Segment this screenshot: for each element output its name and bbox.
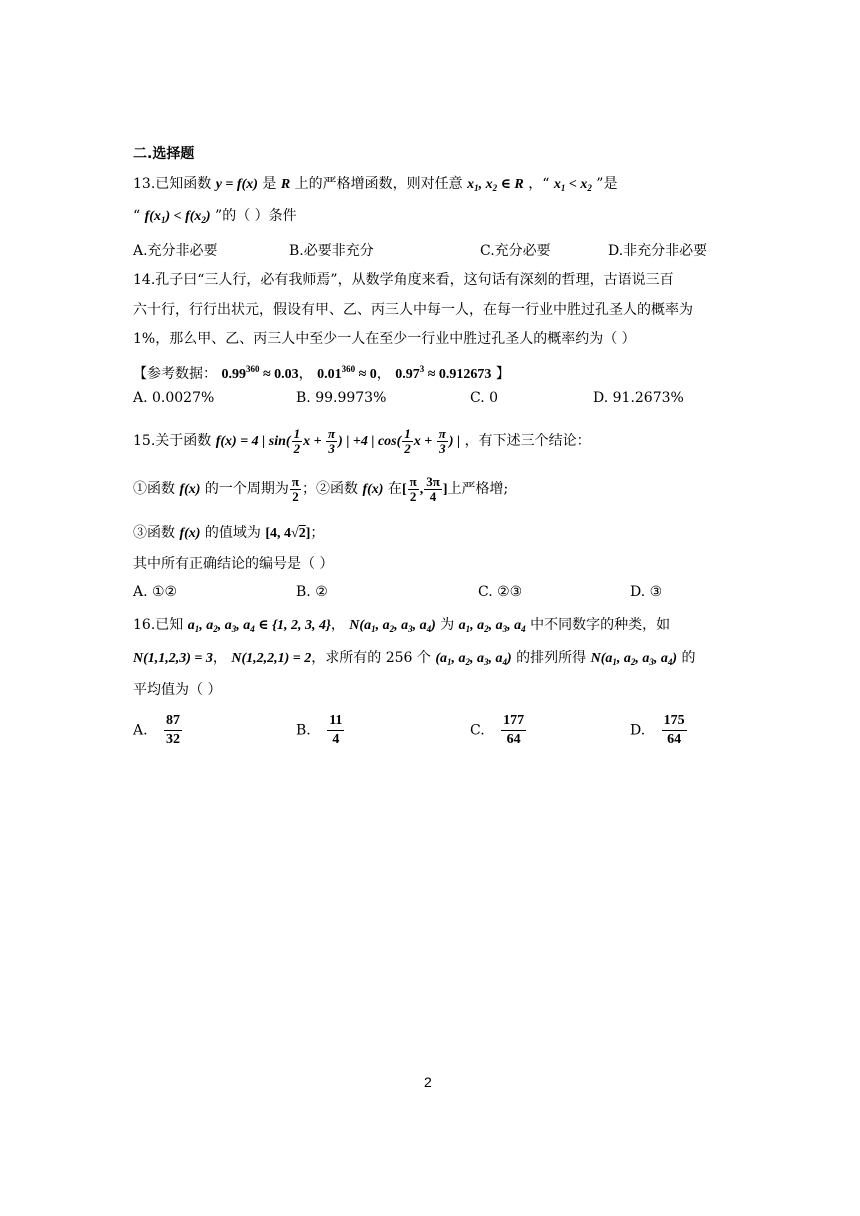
q16-set: $a_1$, $a_2$, $a_3$, $a_4$ ∈ {1, 2, 3, 4}	[187, 618, 331, 634]
q15-option-b: B. ②	[296, 584, 328, 600]
q16-line1: 16.已知 $a_1$, $a_2$, $a_3$, $a_4$ ∈ {1, 2, 3, 4}， $N(a_1$, $a_2$, $a_3$, $a_4$) 为 $a_1$, $a_2$, $a_3$, $a_4$ 中不同数字的种类，如	[133, 617, 671, 634]
q16-option-label: B.	[296, 722, 311, 739]
q13-option-c: C.充分必要	[480, 243, 551, 259]
q16-option-a	[133, 712, 183, 749]
q14-ref-text: 【参考数据：	[133, 366, 217, 382]
q16-option-label: D.	[630, 722, 646, 739]
q13-cond: $x_1 < x_2$	[553, 177, 592, 193]
q16-option-b	[296, 712, 345, 749]
q13-cond2: $f(x_1) < f(x_2)$	[144, 209, 211, 225]
q15-period: $\frac{\pi}{2}$	[291, 473, 300, 504]
q15-text: ；	[310, 525, 325, 541]
q13-option-b: B.必要非充分	[289, 243, 374, 259]
q15-text: ③函数	[133, 525, 175, 541]
q14-option-b: B. 99.9973%	[296, 390, 387, 406]
q16-line2: N(1,1,2,3) = 3， N(1,2,2,1) = 2，求所有的 256 个 ($a_1$, $a_2$, $a_3$, $a_4$) 的排列所得 $N(a_1$, $a_2$, $a_3$, $a_4$) 的	[133, 650, 696, 667]
q16-seq: $a_1$, $a_2$, $a_3$, $a_4$	[458, 618, 526, 634]
q13-text: 是	[262, 176, 277, 192]
q16-N: $N(a_1$, $a_2$, $a_3$, $a_4$)	[349, 618, 436, 634]
q14-line2: 六十行，行行出状元，假设有甲、乙、丙三人中每一人，在每一行业中胜过孔圣人的概率为	[133, 302, 693, 318]
q15-option-c: C. ②③	[478, 584, 523, 600]
q15-ask: 其中所有正确结论的编号是（ ）	[133, 556, 334, 572]
q15-text: 的一个周期为	[204, 481, 289, 497]
q15-statement-3	[133, 522, 324, 545]
q15-fx: f(x)	[179, 482, 201, 497]
q15-function: f(x) = 4 | sin( $\frac{1}{2}$ x + $\frac{\pi}{3}$ ) | +4 | cos( $\frac{1}{2}$ x + $\frac{\pi}{3}$ ) |	[215, 426, 461, 457]
q16-option-c	[470, 712, 527, 749]
q16-option-d-fraction: $\frac{175}{64}$	[663, 713, 685, 747]
q16-text: 的	[681, 650, 696, 666]
q13-vars: $x_1$, $x_2$ ∈ R	[467, 177, 524, 193]
q13-line1	[133, 173, 617, 199]
q13-text: “	[133, 208, 141, 224]
q13-text: ”是	[596, 176, 618, 192]
q16-text: 的排列所得	[516, 650, 587, 666]
q15-fx: f(x)	[362, 482, 384, 497]
q15-text: ①函数	[133, 481, 175, 497]
q14-line1: 14.孔子曰“三人行，必有我师焉”，从数学角度来看，这句话有深刻的哲理，古语说三百	[133, 272, 674, 288]
q14-line3: 1%，那么甲、乙、丙三人中至少一人在至少一行业中胜过孔圣人的概率约为（ ）	[133, 331, 636, 347]
q14-option-a: A. 0.0027%	[133, 390, 215, 406]
q16-tuple: ($a_1$, $a_2$, $a_3$, $a_4$)	[435, 651, 512, 667]
q16-line3: 平均值为（ ）	[133, 682, 222, 698]
q14-ref-text: 】	[495, 366, 510, 382]
q16-example2: N(1,2,2,1) = 2	[231, 651, 312, 666]
q13-option-d: D.非充分非必要	[608, 243, 708, 259]
q15-text: 15.关于函数	[133, 433, 212, 449]
q15-option-a: A. ①②	[133, 584, 178, 600]
q16-option-a-fraction: $\frac{87}{32}$	[166, 713, 181, 747]
q15-text: 的值域为	[204, 525, 261, 541]
q16-N2: $N(a_1$, $a_2$, $a_3$, $a_4$)	[590, 651, 678, 667]
q13-text: ，“	[528, 176, 550, 192]
q13-text: 13.已知函数	[133, 176, 212, 192]
q15-text: ，有下述三个结论：	[464, 433, 591, 449]
q16-option-b-fraction: $\frac{11}{4}$	[329, 713, 343, 747]
q16-text: 中不同数字的种类，如	[530, 617, 671, 633]
q14-reference-data: 【参考数据： 0.99$^{360}$ ≈ 0.03， 0.01$^{360}$ ≈ 0， 0.97$^3$ ≈ 0.912673 】	[133, 364, 510, 382]
q14-option-c: C. 0	[470, 390, 499, 406]
q16-example1: N(1,1,2,3) = 3	[133, 651, 213, 666]
q15-line1	[133, 424, 591, 459]
q13-func: y = f(x)	[215, 177, 258, 192]
q15-range: [4, 4√2]	[265, 526, 311, 541]
q14-option-d: D. 91.2673%	[593, 390, 684, 406]
q16-text: 为	[440, 617, 455, 633]
q15-fx: f(x)	[179, 526, 201, 541]
q15-statements-1-2	[133, 472, 508, 507]
q16-text: ，求所有的 256 个	[311, 650, 431, 666]
q13-R: R	[280, 177, 291, 192]
q16-option-d	[630, 712, 688, 749]
page-number: 2	[424, 1074, 432, 1090]
q16-option-c-fraction: $\frac{177}{64}$	[503, 713, 525, 747]
q15-text: ；②函数	[302, 481, 359, 497]
q15-text: 上严格增;	[447, 481, 509, 497]
q16-option-label: A.	[133, 722, 148, 739]
q13-option-a: A.充分非必要	[133, 243, 218, 259]
q16-text: 16.已知	[133, 617, 184, 633]
q15-option-d: D. ③	[630, 584, 663, 600]
q15-interval: [ $\frac{\pi}{2}$ , $\frac{3\pi}{4}$ ]	[401, 474, 448, 505]
q13-text: ”的（ ）条件	[215, 208, 297, 224]
q14-ref3: 0.97$^3$ ≈ 0.912673	[395, 364, 492, 382]
q15-text: 在	[387, 481, 402, 497]
q13-text: 上的严格增函数，则对任意	[294, 176, 463, 192]
section-title: 二.选择题	[133, 146, 195, 162]
q16-option-label: C.	[470, 722, 485, 739]
q13-line2	[133, 205, 297, 231]
q14-ref1: 0.99$^{360}$ ≈ 0.03	[221, 364, 299, 382]
q14-ref2: 0.01$^{360}$ ≈ 0	[317, 364, 377, 382]
